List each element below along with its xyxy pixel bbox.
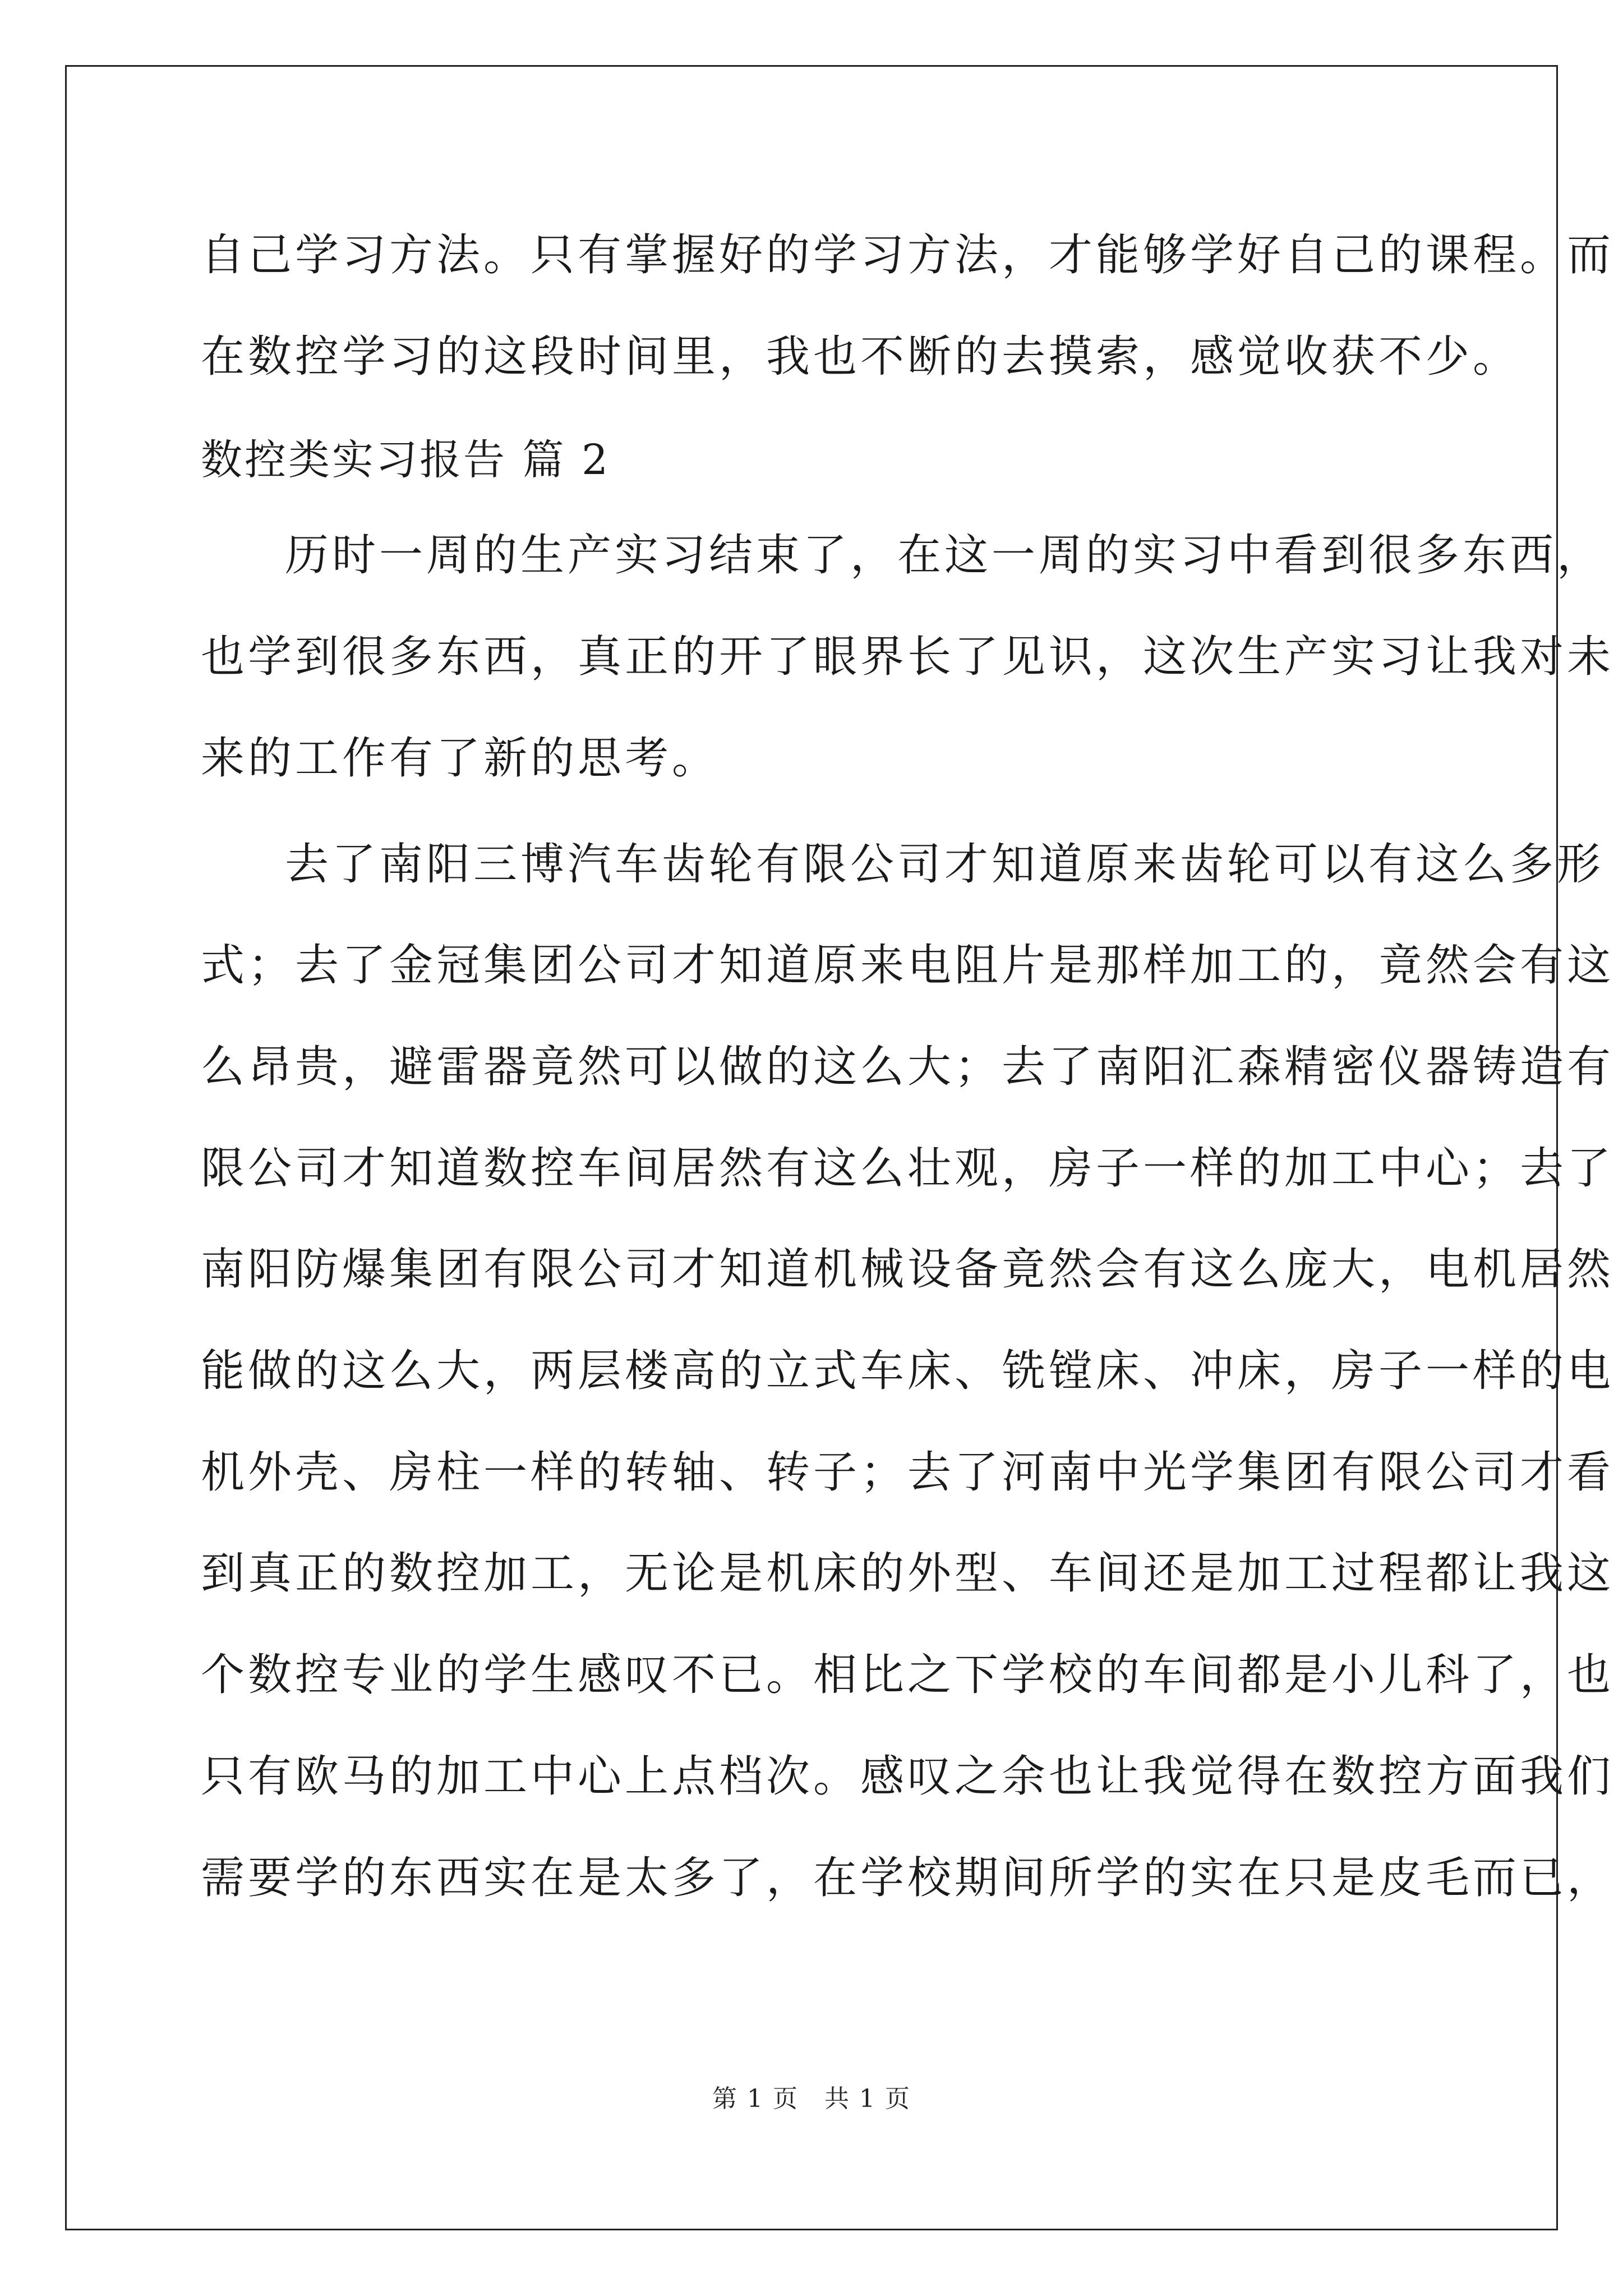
text-line: 来的工作有了新的思考。 (201, 733, 720, 784)
text-line: 南阳防爆集团有限公司才知道机械设备竟然会有这么庞大，电机居然 (201, 1244, 1615, 1295)
text-line: 式；去了金冠集团公司才知道原来电阻片是那样加工的，竟然会有这 (201, 940, 1615, 991)
text-line: 个数控专业的学生感叹不已。相比之下学校的车间都是小儿科了，也 (201, 1650, 1615, 1700)
section-heading: 数控类实习报告 篇 2 (201, 436, 611, 484)
paragraph-first-line: 去了南阳三博汽车齿轮有限公司才知道原来齿轮可以有这么多形 (285, 839, 1604, 890)
text-line: 只有欧马的加工中心上点档次。感叹之余也让我觉得在数控方面我们 (201, 1751, 1615, 1802)
text-line: 限公司才知道数控车间居然有这么壮观，房子一样的加工中心；去了 (201, 1143, 1615, 1194)
text-line: 也学到很多东西，真正的开了眼界长了见识，这次生产实习让我对未 (201, 632, 1615, 682)
text-line: 自己学习方法。只有掌握好的学习方法，才能够学好自己的课程。而 (201, 230, 1615, 280)
text-line: 需要学的东西实在是太多了，在学校期间所学的实在只是皮毛而已， (201, 1853, 1615, 1903)
text-line: 到真正的数控加工，无论是机床的外型、车间还是加工过程都让我这 (201, 1548, 1615, 1599)
text-line: 么昂贵，避雷器竟然可以做的这么大；去了南阳汇森精密仪器铸造有 (201, 1042, 1615, 1092)
page-number-footer: 第 1 页 共 1 页 (712, 2085, 911, 2113)
text-line: 机外壳、房柱一样的转轴、转子；去了河南中光学集团有限公司才看 (201, 1447, 1615, 1498)
text-line: 能做的这么大，两层楼高的立式车床、铣镗床、冲床，房子一样的电 (201, 1346, 1615, 1396)
text-line: 在数控学习的这段时间里，我也不断的去摸索，感觉收获不少。 (201, 332, 1520, 382)
paragraph-first-line: 历时一周的生产实习结束了，在这一周的实习中看到很多东西， (285, 530, 1604, 581)
document-body (201, 227, 1615, 2022)
